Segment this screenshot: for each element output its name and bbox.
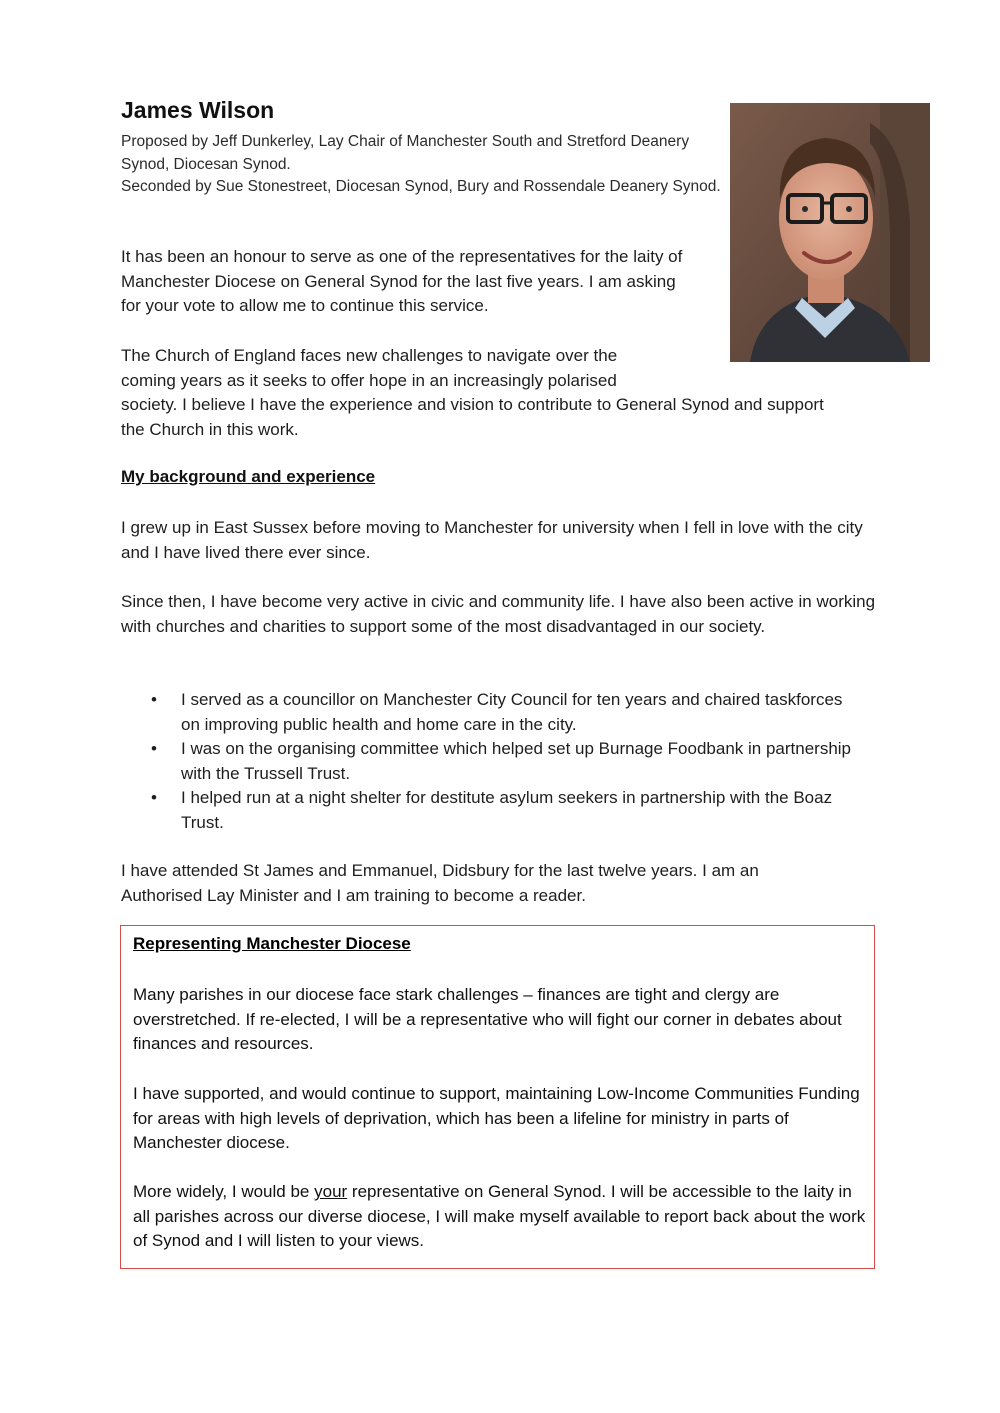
candidate-photo (730, 103, 930, 362)
background-paragraph-1: I grew up in East Sussex before moving to Manchester for university when I fell in love with the city and I have lived there ever since. (121, 518, 863, 562)
list-item-text: I helped run at a night shelter for destitute asylum seekers in partnership with the Boaz Trust. (181, 788, 833, 832)
diocese-box-heading: Representing Manchester Diocese (133, 934, 411, 953)
portrait-image (730, 103, 930, 362)
intro-paragraph-1: It has been an honour to serve as one of the representatives for the laity of Manchester Diocese on General Synod for the last five years. I am asking for your vote to allow me to continue this service. (121, 247, 683, 316)
bullet-icon: • (151, 690, 157, 709)
candidate-name: James Wilson (121, 97, 275, 123)
bullet-icon: • (151, 739, 157, 759)
diocese-paragraph-3-end: representative on General Synod. I will be accessible to the laity in all parishes across our diverse diocese, I will make myself available to report back about the work of Synod and I will listen to your views. (133, 1182, 866, 1251)
list-item (121, 737, 861, 786)
background-heading: My background and experience (121, 467, 376, 486)
background-paragraph-3: I have attended St James and Emmanuel, Didsbury for the last twelve years. I am an Authorised Lay Minister and I am training to become a reader. (121, 861, 759, 905)
intro-paragraph-2 (121, 344, 841, 442)
diocese-paragraph-1: Many parishes in our diocese face stark challenges – finances are tight and clergy are overstretched. If re-elected, I will be a representative who will fight our corner in debates about finances and resources. (133, 985, 842, 1054)
intro-paragraph-2-line-3: society. I believe I have the experience and vision to contribute to General Synod and support the Church in this work. (121, 395, 824, 439)
intro-paragraph-2-line-2: coming years as it seeks to offer hope in an increasingly polarised (121, 370, 617, 390)
list-item (121, 688, 861, 737)
list-item-text: I was on the organising committee which helped set up Burnage Foodbank in partnership with the Trussell Trust. (181, 739, 852, 783)
list-item-text: I served as a councillor on Manchester City Council for ten years and chaired taskforces on improving public health and home care in the city. (181, 690, 843, 734)
diocese-paragraph-3 (133, 1180, 868, 1254)
diocese-box (120, 925, 875, 1269)
intro-paragraph-2-line-1: The Church of England faces new challenges to navigate over the (121, 346, 618, 365)
diocese-paragraph-2: I have supported, and would continue to support, maintaining Low-Income Communities Funding for areas with high levels of deprivation, which has been a lifeline for ministry in parts of Manchester diocese. (133, 1084, 860, 1153)
nomination-details (121, 131, 721, 199)
bullet-icon: • (151, 788, 157, 808)
list-item (121, 786, 861, 835)
diocese-paragraph-3-start: More widely, I would be (133, 1182, 315, 1201)
seconded-by: Seconded by Sue Stonestreet, Diocesan Synod, Bury and Rossendale Deanery Synod. (121, 178, 721, 195)
background-paragraph-2: Since then, I have become very active in civic and community life. I have also been active in working with churches and charities to support some of the most disadvantaged in our society. (121, 592, 876, 636)
emphasis-your: your (314, 1182, 348, 1201)
experience-list (121, 688, 861, 836)
proposed-by: Proposed by Jeff Dunkerley, Lay Chair of Manchester South and Stretford Deanery Synod, Diocesan Synod. (121, 133, 690, 173)
